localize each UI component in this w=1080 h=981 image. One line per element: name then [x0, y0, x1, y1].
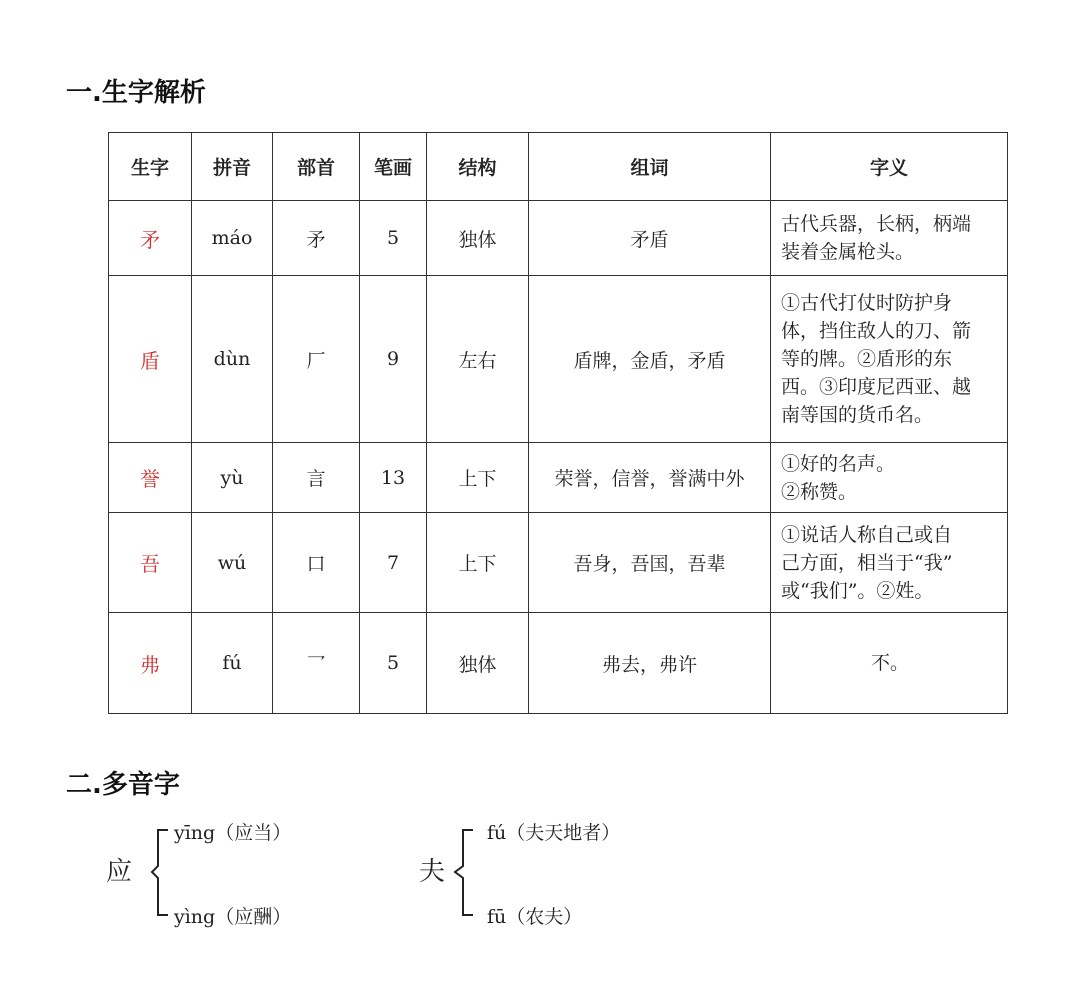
cell-pinyin: yù — [192, 443, 273, 513]
cell-words: 荣誉，信誉，誉满中外 — [529, 443, 771, 513]
table-row — [109, 613, 1008, 714]
table-header-row — [109, 133, 1008, 201]
table-row — [109, 443, 1008, 513]
polyphone-reading-upper: fú（夫天地者） — [487, 822, 621, 844]
cell-structure: 上下 — [427, 513, 529, 613]
cell-char: 矛 — [109, 201, 192, 276]
cell-radical: 言 — [273, 443, 360, 513]
cell-meaning — [771, 201, 1008, 276]
section-title-polyphones: 二.多音字 — [66, 770, 180, 800]
cell-strokes: 5 — [360, 201, 427, 276]
polyphone-group — [106, 818, 366, 928]
polyphone-char: 夫 — [419, 857, 446, 887]
cell-structure: 独体 — [427, 613, 529, 714]
polyphone-reading-lower: fū（农夫） — [487, 906, 583, 928]
cell-words: 吾身，吾国，吾辈 — [529, 513, 771, 613]
cell-char: 誉 — [109, 443, 192, 513]
meaning-line: 或“我们”。②姓。 — [781, 579, 934, 602]
cell-meaning — [771, 513, 1008, 613]
polyphone-char: 应 — [106, 857, 133, 887]
meaning-line: ②称赞。 — [781, 480, 858, 503]
meaning-line: 己方面，相当于“我” — [781, 551, 953, 574]
header-structure: 结构 — [427, 133, 529, 201]
cell-strokes: 5 — [360, 613, 427, 714]
cell-meaning — [771, 443, 1008, 513]
cell-words: 矛盾 — [529, 201, 771, 276]
meaning-line: 体，挡住敌人的刀、箭 — [781, 320, 972, 342]
header-char: 生字 — [109, 133, 192, 201]
cell-meaning — [771, 613, 1008, 714]
header-words: 组词 — [529, 133, 771, 201]
section-title-analysis: 一.生字解析 — [66, 78, 206, 108]
polyphone-reading-lower: yìng（应酬） — [174, 906, 292, 928]
cell-words: 弗去，弗许 — [529, 613, 771, 714]
meaning-line: 等的牌。②盾形的东 — [781, 348, 953, 370]
meaning-line: 古代兵器，长柄，柄端 — [781, 213, 972, 235]
cell-words: 盾牌，金盾，矛盾 — [529, 276, 771, 443]
cell-strokes: 9 — [360, 276, 427, 443]
cell-strokes: 13 — [360, 443, 427, 513]
meaning-line: 西。③印度尼西亚、越 — [781, 376, 972, 398]
cell-pinyin: dùn — [192, 276, 273, 443]
cell-structure: 左右 — [427, 276, 529, 443]
cell-pinyin: máo — [192, 201, 273, 276]
table-row — [109, 513, 1008, 613]
cell-structure: 独体 — [427, 201, 529, 276]
polyphone-reading-upper: yīng（应当） — [174, 822, 292, 844]
table-row — [109, 276, 1008, 443]
meaning-line: 不。 — [870, 652, 909, 674]
meaning-line: ①好的名声。 — [781, 452, 896, 475]
header-pinyin: 拼音 — [192, 133, 273, 201]
meaning-line: 装着金属枪头。 — [781, 241, 915, 263]
meaning-line: 南等国的货币名。 — [781, 404, 934, 426]
cell-meaning — [771, 276, 1008, 443]
header-meaning: 字义 — [771, 133, 1008, 201]
cell-radical: 厂 — [273, 276, 360, 443]
cell-radical: 矛 — [273, 201, 360, 276]
cell-radical: 口 — [273, 513, 360, 613]
cell-pinyin: fú — [192, 613, 273, 714]
cell-radical: 乛 — [273, 613, 360, 714]
cell-char: 吾 — [109, 513, 192, 613]
cell-char: 弗 — [109, 613, 192, 714]
header-strokes: 笔画 — [360, 133, 427, 201]
cell-strokes: 7 — [360, 513, 427, 613]
cell-char: 盾 — [109, 276, 192, 443]
meaning-line: ①古代打仗时防护身 — [781, 292, 953, 314]
table-row — [109, 201, 1008, 276]
meaning-line: ①说话人称自己或自 — [781, 523, 953, 546]
header-radical: 部首 — [273, 133, 360, 201]
cell-structure: 上下 — [427, 443, 529, 513]
polyphone-group — [419, 818, 699, 928]
cell-pinyin: wú — [192, 513, 273, 613]
character-analysis-table — [108, 132, 1008, 714]
